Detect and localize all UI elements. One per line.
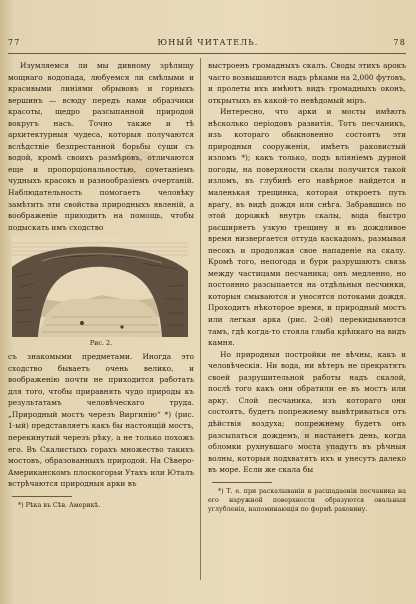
left-column (8, 60, 194, 580)
right-column (208, 60, 406, 580)
page-number-left: 77 (8, 38, 21, 47)
paragraph: Но природныя постройки не вѣчны, какъ и человѣческія. Ни вода, ни вѣтеръ не прекратятъ своей разрушительной работы надъ скалой, послѣ того какъ они обратили ее въ мостъ или арку. Слой песчаника, изъ котораго они состоятъ, будетъ попрежнему вывѣтриваться отъ дѣйствія воздуха; попрежнему будетъ онъ разсыпаться дождемъ, и настанетъ день, когда обломки рухнувшаго моста упадутъ въ рѣчныя волны, которыя подхватятъ ихъ и унесутъ далеко въ море. Если же скала бы (208, 349, 406, 475)
page-number-right: 78 (393, 38, 406, 47)
paragraph: выстроенъ громадныхъ скалъ. Своды этихъ арокъ часто возвышаются надъ рѣками на 2,000 футовъ, и пролеты ихъ имѣютъ видъ громадныхъ оконъ, открытыхъ въ какой-то невѣдомый міръ. (208, 61, 406, 105)
running-head (0, 38, 416, 52)
arch-illustration (12, 237, 188, 337)
header-rule (8, 53, 406, 54)
footnote: *) Рѣка въ Сѣв. Америкѣ. (18, 501, 101, 509)
paragraph: Интересно, что арки и мосты имѣютъ нѣсколько періодовъ развитія. Тотъ песчаникъ, изъ котораго обыкновенно состоятъ эти природныя сооруженія, имѣетъ раковистый изломъ *); какъ только, подъ вліяніемъ дурной погоды, на поверхности скалы получится такой изломъ, въ глубинѣ его навѣрное найдется и маленькая трещинка, которая откроетъ путь врагу, въ видѣ дождя или снѣга. Забравшись по этой дорожкѣ внутрь скалы, вода быстро расширяетъ узкую трещину и въ дождливое время низвергается оттуда каскадомъ, размывая песокъ и продолжая свое нападеніе на скалу. Кромѣ того, непогода и бури разрушаютъ связь между частицами песчаника; онъ медленно, но постоянно разсыпается на отдѣльныя песчинки, которыя смываются и уносятся потоками дождя. Проходитъ нѣкоторое время, и природный мостъ или легкая арка (рис. 2-ой) перекидываются тамъ, гдѣ когда-то стояла глыба крѣпкаго на видъ камня. (208, 107, 406, 348)
footnote: *) Т. е. при раскалываніи и расшадаеніи песчаника на его наружной поверхности образуются овальныя углубленія, напоминающія по формѣ раковину. (208, 487, 406, 513)
natural-arch-engraving (12, 237, 188, 337)
footnote-rule (12, 496, 72, 497)
paragraph: съ знакомыми предметами. Иногда это сходство бываетъ очень велико, и воображенію почти не приходится работать для того, чтобы приравнять чудо природы къ результатамъ человѣческаго труда. „Природный мостъ черезъ Виргинію“ *) (рис. 1-ый) представляетъ какъ бы настоящій мостъ, перекинутый черезъ рѣку, а не только похожъ его. Въ Скалистыхъ горахъ множество такихъ мостовъ, образованныхъ природой. На Сѣверо-Американскомъ плоскогорьи Утахъ или Юталъ встрѣчаются природныя арки въ (8, 352, 194, 489)
paragraph: Изумляемся ли мы дивному зрѣлищу мощнаго водопада, любуемся ли смѣлыми и красивыми линіями обрывовъ и горныхъ вершинъ — всюду передъ нами образчики красоты, щедро разсыпанной природой вокругъ насъ. Точно также и тѣ архитектурныя чудеса, которыя получаются вслѣдствіе безпрестанной борьбы суши съ водой, кромѣ своихъ размѣровъ, отличаются еще и пропорціональностью, сочетаніемъ чудныхъ красокъ и разнообразіемъ очертаній. Наблюдательность помогаетъ человѣку замѣтить эти свойства природныхъ явленій, а воображеніе приходитъ на помощь, чтобы подыскать имъ сходство (8, 61, 194, 232)
figure-caption: Рис. 2. (89, 339, 113, 348)
footnote-rule (212, 482, 272, 483)
column-divider (200, 58, 201, 580)
journal-title: ЮНЫЙ ЧИТАТЕЛЬ. (157, 38, 259, 47)
